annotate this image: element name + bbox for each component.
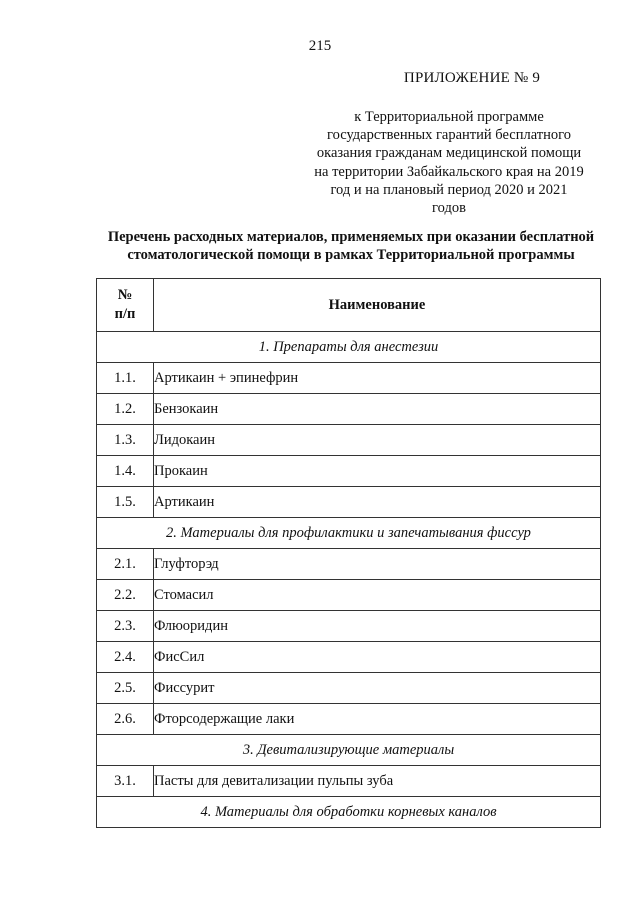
table-row — [97, 642, 601, 673]
page-number: 215 — [308, 38, 332, 54]
supplies-table — [96, 278, 601, 828]
appendix-subtitle: к Территориальной программе государственных гарантий бесплатного оказания гражданам медицинской помощи на территории Забайкальского края на 2019 год и на плановый период 2020 и 2021 годов — [314, 109, 584, 217]
section-row — [97, 735, 601, 766]
table-row — [97, 487, 601, 518]
table-row — [97, 766, 601, 797]
table-row — [97, 611, 601, 642]
table-row — [97, 425, 601, 456]
section-row — [97, 332, 601, 363]
row-name: Флюоридин — [154, 611, 601, 642]
section-row — [97, 797, 601, 828]
row-number: 2.1. — [97, 549, 154, 580]
table-row — [97, 580, 601, 611]
section-title: 2. Материалы для профилактики и запечатывания фиссур — [97, 518, 601, 549]
row-number: 2.6. — [97, 704, 154, 735]
row-name: Глуфторэд — [154, 549, 601, 580]
row-number: 1.1. — [97, 363, 154, 394]
table-row — [97, 673, 601, 704]
row-number: 2.2. — [97, 580, 154, 611]
table-row — [97, 704, 601, 735]
row-number: 2.3. — [97, 611, 154, 642]
document-title: Перечень расходных материалов, применяемых при оказании бесплатной стоматологической помощи в рамках Территориальной программы — [107, 229, 595, 263]
header-number-line1: № — [117, 287, 133, 303]
row-number: 2.5. — [97, 673, 154, 704]
header-number — [97, 279, 154, 332]
row-number: 2.4. — [97, 642, 154, 673]
row-number: 3.1. — [97, 766, 154, 797]
row-number: 1.3. — [97, 425, 154, 456]
row-number: 1.2. — [97, 394, 154, 425]
table-row — [97, 549, 601, 580]
table-row — [97, 456, 601, 487]
header-name: Наименование — [154, 279, 601, 332]
row-name: Фиссурит — [154, 673, 601, 704]
section-title: 3. Девитализирующие материалы — [97, 735, 601, 766]
table-header-row — [97, 279, 601, 332]
row-name: Прокаин — [154, 456, 601, 487]
row-name: Пасты для девитализации пульпы зуба — [154, 766, 601, 797]
table-row — [97, 363, 601, 394]
row-name: Фторсодержащие лаки — [154, 704, 601, 735]
section-row — [97, 518, 601, 549]
row-name: Артикаин — [154, 487, 601, 518]
row-name: ФисСил — [154, 642, 601, 673]
row-name: Стомасил — [154, 580, 601, 611]
row-number: 1.4. — [97, 456, 154, 487]
row-number: 1.5. — [97, 487, 154, 518]
table-row — [97, 394, 601, 425]
row-name: Лидокаин — [154, 425, 601, 456]
header-number-line2: п/п — [114, 306, 136, 322]
row-name: Бензокаин — [154, 394, 601, 425]
appendix-title: ПРИЛОЖЕНИЕ № 9 — [403, 70, 541, 86]
section-title: 4. Материалы для обработки корневых каналов — [97, 797, 601, 828]
section-title: 1. Препараты для анестезии — [97, 332, 601, 363]
row-name: Артикаин + эпинефрин — [154, 363, 601, 394]
